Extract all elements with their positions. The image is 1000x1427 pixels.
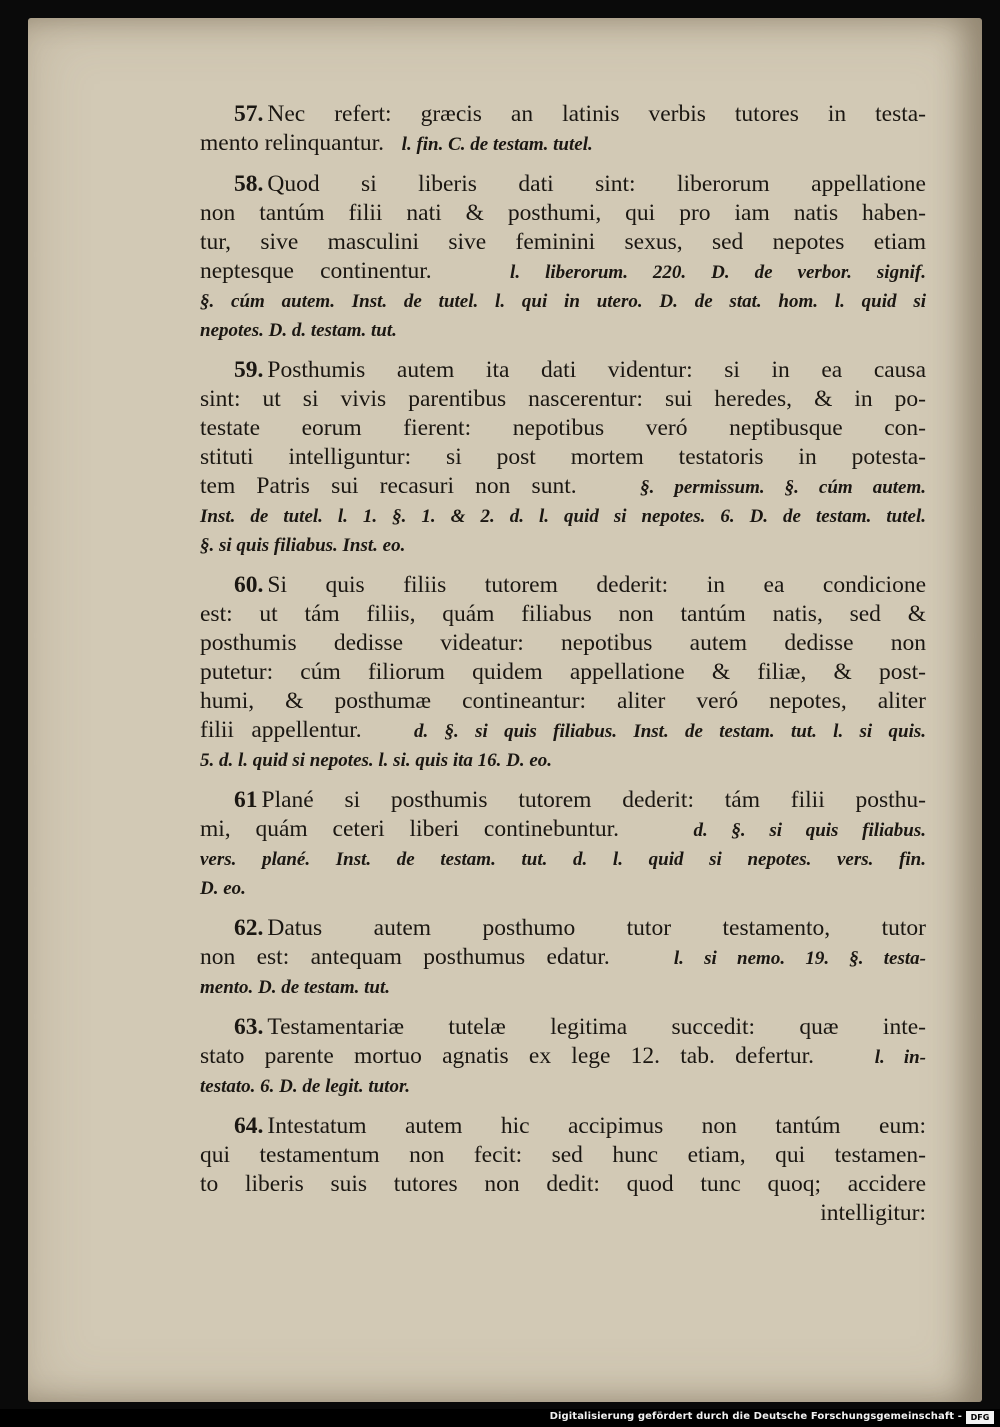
paragraph-60 (200, 571, 926, 775)
citation-line: 5. d. l. quid si nepotes. l. si. quis ita 16. D. eo. (200, 750, 553, 771)
citation: d. §. si quis filiabus. Inst. de testam. tut. l. si quis. (413, 721, 926, 742)
citation: l. liberorum. 220. D. de verbor. signif. (510, 262, 926, 283)
text-line: neptesque continentur. (200, 258, 432, 284)
text-line: testate eorum fierent: nepotibus veró neptibusque con- (200, 415, 926, 441)
text-line: stato parente mortuo agnatis ex lege 12. tab. defertur. (200, 1043, 815, 1069)
text-line: est: ut tám filiis, quám filiabus non tantúm natis, sed & (200, 601, 926, 627)
citation: l. fin. C. de testam. tutel. (401, 134, 593, 155)
citation-line: D. eo. (200, 878, 246, 899)
text-line: non tantúm filii nati & posthumi, qui pro iam natis haben- (200, 200, 926, 226)
paragraph-number: 62. (234, 915, 264, 941)
text-line: Datus autem posthumo tutor testamento, tutor (267, 915, 926, 941)
citation: d. §. si quis filiabus. (693, 820, 926, 841)
digitization-footer (0, 1409, 1000, 1427)
citation-line: testato. 6. D. de legit. tutor. (200, 1076, 411, 1097)
paragraph-number: 61 (234, 787, 258, 813)
text-line: Testamentariæ tutelæ legitima succedit: quæ inte- (267, 1014, 926, 1040)
citation: l. si nemo. 19. §. testa- (673, 948, 926, 969)
text-line: Plané si posthumis tutorem dederit: tám filii posthu- (261, 787, 926, 813)
text-line: Si quis filiis tutorem dederit: in ea condicione (267, 572, 926, 598)
text-line: humi, & posthumæ contineantur: aliter veró nepotes, aliter (200, 688, 926, 714)
citation: §. permissum. §. cúm autem. (640, 477, 927, 498)
paragraph-number: 64. (234, 1113, 264, 1139)
text-line: non est: antequam posthumus edatur. (200, 944, 610, 970)
text-line: Nec refert: græcis an latinis verbis tutores in testa- (267, 101, 926, 127)
text-line: Intestatum autem hic accipimus non tantúm eum: (267, 1113, 926, 1139)
paragraph-number: 60. (234, 572, 264, 598)
text-line: putetur: cúm filiorum quidem appellatione & filiæ, & post- (200, 659, 926, 685)
citation-line: §. cúm autem. Inst. de tutel. l. qui in utero. D. de stat. hom. l. quid si (200, 291, 926, 312)
text-line: tur, sive masculini sive feminini sexus, sed nepotes etiam (200, 229, 926, 255)
citation-line: Inst. de tutel. l. 1. §. 1. & 2. d. l. quid si nepotes. 6. D. de testam. tutel. (200, 506, 926, 527)
footer-text: Digitalisierung gefördert durch die Deutsche Forschungsgemeinschaft - (549, 1411, 962, 1422)
citation-line: §. si quis filiabus. Inst. eo. (200, 535, 406, 556)
text-line: to liberis suis tutores non dedit: quod tunc quoq; accidere (200, 1171, 926, 1197)
text-line: sint: ut si vivis parentibus nascerentur: sui heredes, & in po- (200, 386, 926, 412)
text-line: qui testamentum non fecit: sed hunc etiam, qui testamen- (200, 1142, 926, 1168)
paragraph-number: 58. (234, 171, 264, 197)
text-line: tem Patris sui recasuri non sunt. (200, 473, 577, 499)
paragraph-57 (200, 100, 926, 159)
paragraph-62 (200, 914, 926, 1002)
text-line: mi, quám ceteri liberi continebuntur. (200, 816, 620, 842)
book-page (28, 18, 982, 1402)
catchword: intelligitur: (820, 1200, 926, 1226)
paragraph-59 (200, 356, 926, 560)
paragraph-63 (200, 1013, 926, 1101)
paragraph-64 (200, 1112, 926, 1228)
citation: l. in- (874, 1047, 927, 1068)
text-line: stituti intelliguntur: si post mortem testatoris in potesta- (200, 444, 926, 470)
page-text (200, 100, 926, 1239)
paragraph-number: 59. (234, 357, 264, 383)
text-line: Quod si liberis dati sint: liberorum appellatione (267, 171, 926, 197)
text-line: mento relinquantur. (200, 130, 385, 156)
paragraph-58 (200, 170, 926, 345)
text-line: filii appellentur. (200, 717, 362, 743)
paragraph-number: 57. (234, 101, 264, 127)
paragraph-number: 63. (234, 1014, 264, 1040)
text-line: Posthumis autem ita dati videntur: si in ea causa (267, 357, 926, 383)
text-line: posthumis dedisse videatur: nepotibus autem dedisse non (200, 630, 926, 656)
citation-line: mento. D. de testam. tut. (200, 977, 390, 998)
paragraph-61 (200, 786, 926, 903)
dfg-logo: DFG (966, 1411, 994, 1424)
citation-line: vers. plané. Inst. de testam. tut. d. l. quid si nepotes. vers. fin. (200, 849, 926, 870)
citation-line: nepotes. D. d. testam. tut. (200, 320, 397, 341)
